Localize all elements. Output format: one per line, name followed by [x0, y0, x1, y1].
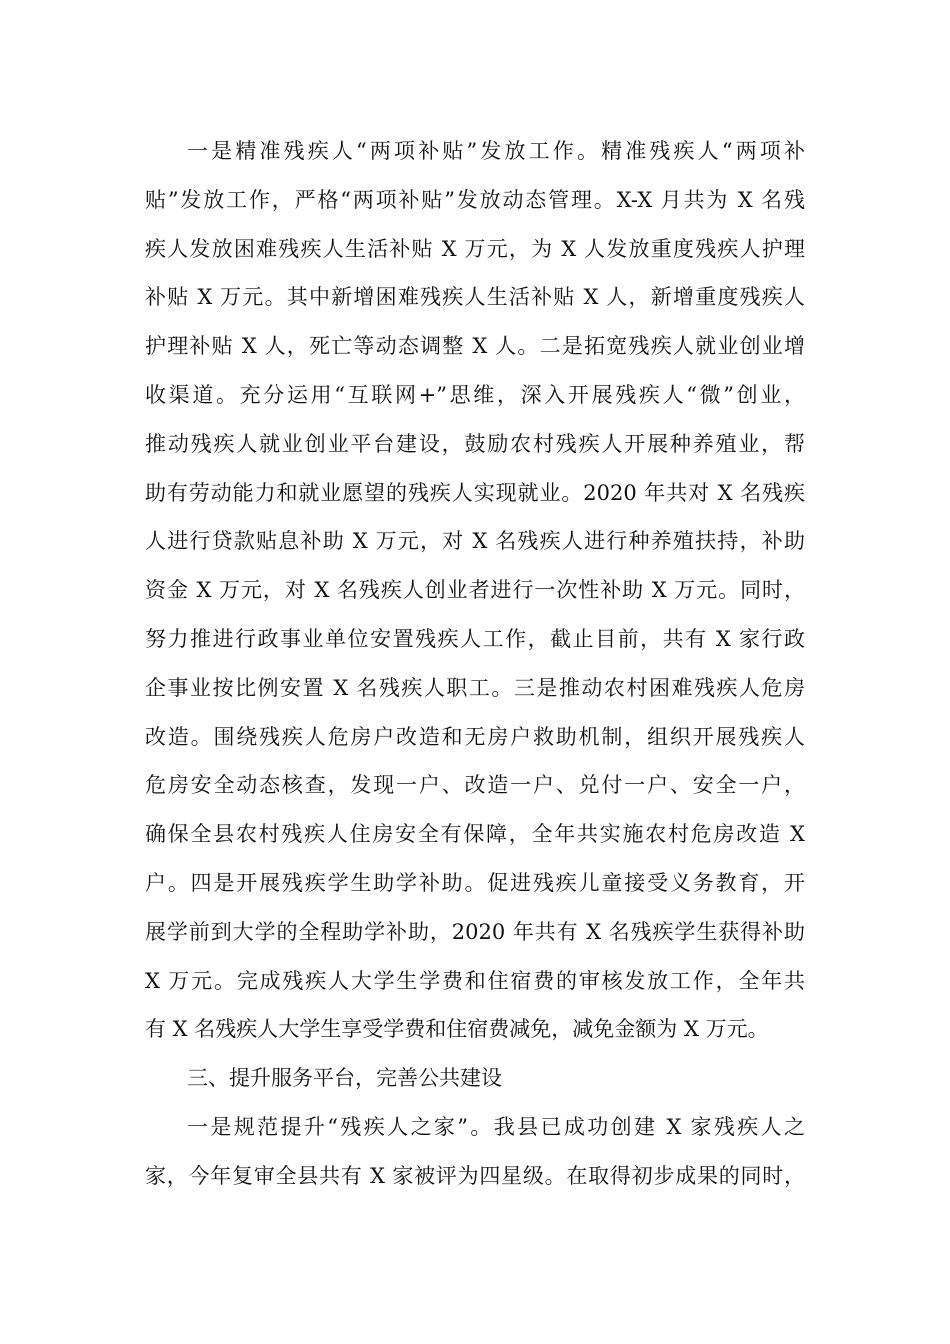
text-line: 助有劳动能力和就业愿望的残疾人实现就业。2020 年共对 X 名残疾 [145, 480, 805, 505]
text-line: 确保全县农村残疾人住房安全有保障，全年共实施农村危房改造 X [145, 822, 805, 847]
text-line: 一是精准残疾人“两项补贴”发放工作。精准残疾人“两项补 [187, 139, 805, 163]
paragraph-disabled-home [145, 1103, 805, 1201]
text-line: 有 X 名残疾人大学生享受学费和住宿费减免，减免金额为 X 万元。 [145, 1017, 769, 1042]
text-line: 疾人发放困难残疾人生活补贴 X 万元，为 X 人发放重度残疾人护理 [145, 236, 805, 261]
text-line: 危房安全动态核查，发现一户、改造一户、兑付一户、安全一户， [145, 773, 805, 798]
text-line: 展学前到大学的全程助学补助，2020 年共有 X 名残疾学生获得补助 [145, 919, 805, 944]
text-line: 贴”发放工作，严格“两项补贴”发放动态管理。X-X 月共为 X 名残 [145, 187, 805, 212]
section-heading-3 [145, 1054, 805, 1103]
text-line: 补贴 X 万元。其中新增困难残疾人生活补贴 X 人，新增重度残疾人 [145, 285, 805, 310]
text-line: 企事业按比例安置 X 名残疾人职工。三是推动农村困难残疾人危房 [145, 675, 805, 700]
text-line: 推动残疾人就业创业平台建设，鼓励农村残疾人开展种养殖业，帮 [145, 431, 805, 456]
text-line: 收渠道。充分运用“互联网+”思维，深入开展残疾人“微”创业， [145, 382, 805, 407]
text-line: 人进行贷款贴息补助 X 万元，对 X 名残疾人进行种养殖扶持，补助 [145, 529, 805, 554]
text-line: 户。四是开展残疾学生助学补助。促进残疾儿童接受义务教育，开 [145, 870, 805, 895]
text-line: 改造。围绕残疾人危房户改造和无房户救助机制，组织开展残疾人 [145, 724, 805, 749]
text-line: X 万元。完成残疾人大学生学费和住宿费的审核发放工作，全年共 [145, 968, 805, 993]
paragraph-subsidies-employment [145, 127, 805, 1054]
text-line: 努力推进行政事业单位安置残疾人工作，截止目前，共有 X 家行政 [145, 626, 805, 651]
text-line: 护理补贴 X 人，死亡等动态调整 X 人。二是拓宽残疾人就业创业增 [145, 334, 805, 359]
text-line: 资金 X 万元，对 X 名残疾人创业者进行一次性补助 X 万元。同时， [145, 578, 805, 603]
text-line: 一是规范提升“残疾人之家”。我县已成功创建 X 家残疾人之 [187, 1115, 805, 1139]
text-line: 家，今年复审全县共有 X 家被评为四星级。在取得初步成果的同时， [145, 1163, 805, 1188]
section-heading: 三、提升服务平台，完善公共建设 [187, 1066, 502, 1090]
